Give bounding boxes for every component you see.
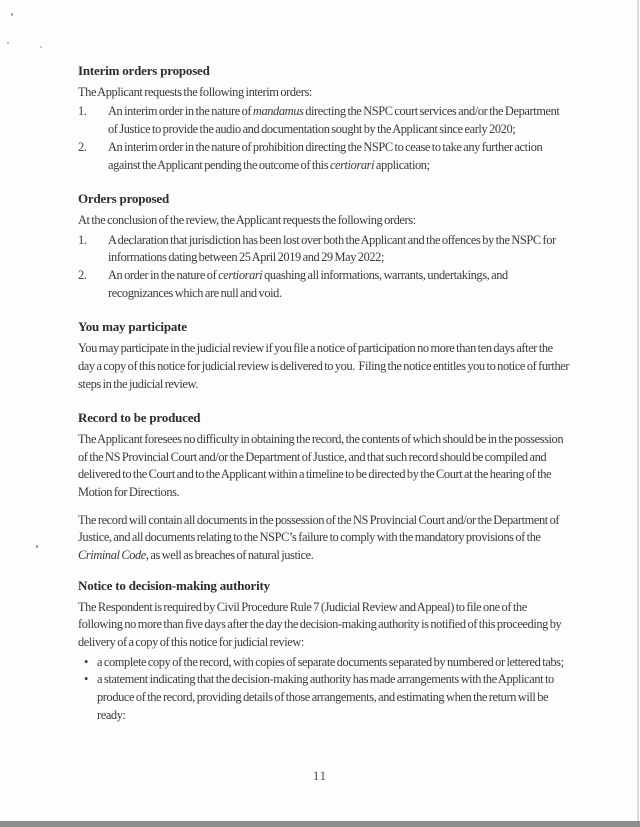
interim-orders-list [78,103,570,174]
interim-orders-intro: The Applicant requests the following interim orders: [78,84,312,99]
page-number: 11 [312,769,328,783]
section-record-to-be-produced [78,409,570,565]
list-item-text: An interim order in the nature of prohibition directing the NSPC to cease to take any further action against the Applicant pending the outcome of this certiorari application; [108,139,545,172]
heading-record-to-be-produced: Record to be produced [78,410,201,426]
scan-speck [40,46,42,48]
list-item [78,232,570,267]
scan-edge-bottom [0,821,640,827]
list-item [78,139,570,174]
scan-speck [11,13,13,16]
section-interim-orders-proposed [78,62,570,174]
heading-interim-orders-proposed: Interim orders proposed [78,63,210,78]
bullet-item-text: a statement indicating that the decision-making authority has made arrangements with the Applicant to produce of the record, providing details of those arrangements, and estimating when the return will be ready: [97,672,556,722]
scan-edge-right [637,0,639,827]
record-paragraph-1: The Applicant foresees no difficulty in obtaining the record, the contents of which should be in the possession of the NS Provincial Court and/or the Department of Justice, and that such record should be compiled and delivered to the Court and to the Applicant within a timeline to be directed by the Court at the hearing of the Motion for Directions. [78,431,565,500]
bullet-icon: • [84,654,89,669]
scan-speck [36,545,38,548]
scan-speck [7,42,9,44]
notice-intro: The Respondent is required by Civil Procedure Rule 7 (Judicial Review and Appeal) to file one of the following no more than five days after the day the decision-making authority is notified of this proceeding by delivery of a copy of this notice for judicial review: [78,599,564,649]
list-item-text: A declaration that jurisdiction has been lost over both the Applicant and the offences by the NSPC for informations dating between 25 April 2019 and 29 May 2022; [108,232,558,265]
heading-notice-to-decision-making-authority: Notice to decision-making authority [78,577,270,593]
section-notice-to-decision-making-authority [78,577,570,725]
list-item [78,103,570,138]
heading-you-may-participate: You may participate [78,319,187,335]
list-item-number: 2. [78,268,87,283]
list-item [78,267,570,302]
list-item-number: 1. [78,232,87,247]
orders-proposed-list [78,232,570,303]
notice-bullet-list [78,654,570,725]
bullet-item [84,671,570,724]
list-item-number: 2. [78,139,87,154]
bullet-item [84,654,570,672]
bullet-item-text: a complete copy of the record, with copies of separate documents separated by numbered or lettered tabs; [97,654,564,669]
list-item-text: An interim order in the nature of mandamus directing the NSPC court services and/or the Department of Justice to provide the audio and documentation sought by the Applicant since early 2020; [108,104,562,137]
record-paragraph-2: The record will contain all documents in the possession of the NS Provincial Court and/or the Department of Justice, and all documents relating to the NSPC’s failure to comply with the mandatory provisions of the Criminal Code, as well as breaches of natural justice. [78,512,561,563]
document-content [78,62,570,741]
list-item-number: 1. [78,104,87,119]
section-orders-proposed [78,190,570,302]
section-you-may-participate [78,318,570,393]
participate-paragraph: You may participate in the judicial review if you file a notice of participation no more than ten days after the day a copy of this notice for judicial review is delivered to you. Filing the notice entitles you to notice of further steps in the judicial review. [78,341,571,391]
list-item-text: An order in the nature of certiorari quashing all informations, warrants, undertakings, and recognizances which are null and void. [108,268,510,300]
heading-orders-proposed: Orders proposed [78,191,170,207]
bullet-icon: • [84,672,89,687]
orders-proposed-intro: At the conclusion of the review, the Applicant requests the following orders: [78,212,416,227]
